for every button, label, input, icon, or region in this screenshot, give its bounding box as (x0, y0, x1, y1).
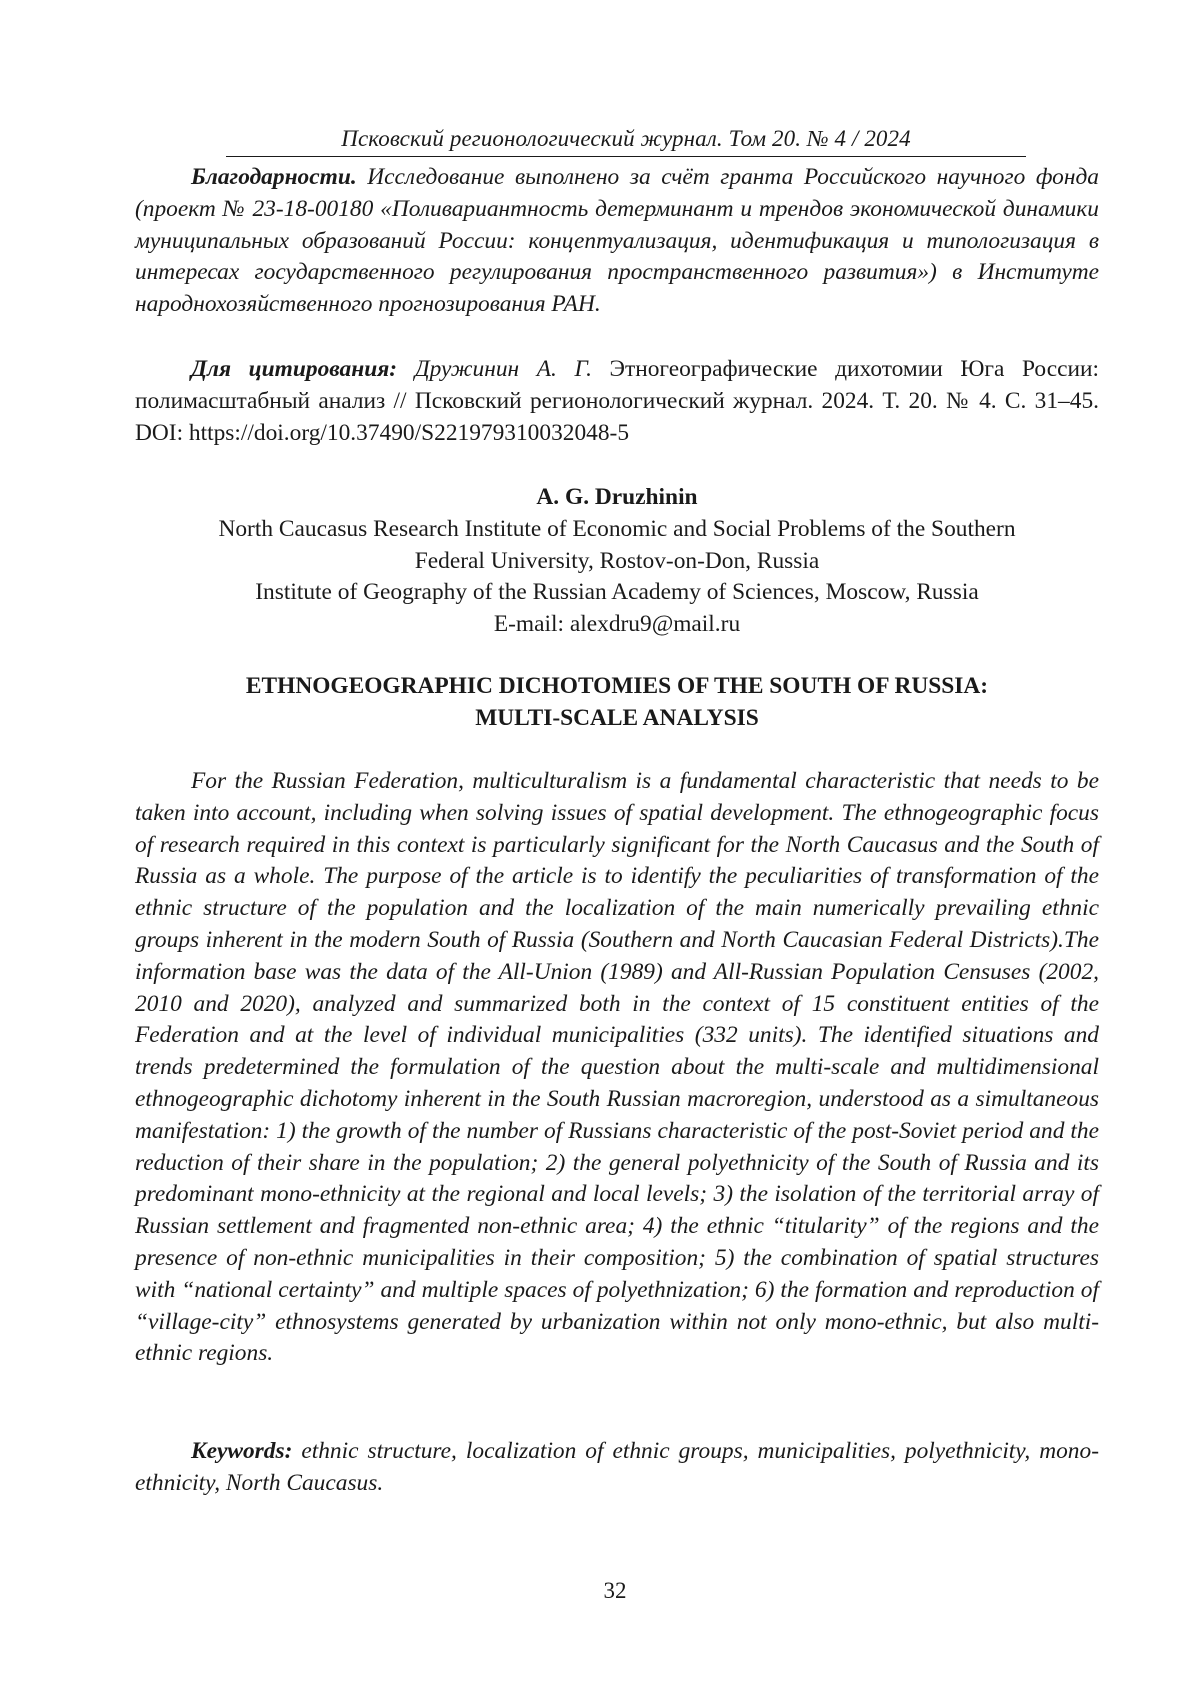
citation-text: Этногеографические дихотомии Юга России: полимасштабный анализ // Псковский регионологический журнал. 2024. Т. 20. № 4. С. 31–45. DOI: https://doi.org/10.37490/S221979310032048-5 (135, 356, 1100, 446)
citation-authors: Дружинин А. Г. (397, 356, 592, 382)
affiliation-1-line-2: Federal University, Rostov-on-Don, Russia (414, 547, 820, 574)
keywords-paragraph (135, 1436, 1099, 1500)
keywords-text: ethnic structure, localization of ethnic groups, municipalities, polyethnicity, mono-ethnicity, North Caucasus. (135, 1438, 1099, 1496)
author-email: E-mail: alexdru9@mail.ru (493, 611, 741, 638)
article-title-line-1: ETHNOGEOGRAPHIC DICHOTOMIES OF THE SOUTH OF RUSSIA: (245, 673, 989, 699)
acknowledgments-paragraph (135, 162, 1099, 321)
acknowledgments-text: Исследование выполнено за счёт гранта Российского научного фонда (проект № 23-18-00180 «Поливариантность детерминант и трендов экономической динамики муниципальных образований России: концептуализация, идентификация и типологизация в интересах государственного регулирования пространственного развития») в Институте народнохозяйственного прогнозирования РАН. (135, 164, 1099, 318)
keywords-label: Keywords: (191, 1438, 293, 1464)
citation-label: Для цитирования: (191, 356, 398, 382)
running-title: Псковский регионологический журнал. Том 20. № 4 / 2024 (341, 126, 911, 151)
author-block (135, 482, 1099, 641)
affiliation-1-line-1: North Caucasus Research Institute of Economic and Social Problems of the Southern (218, 515, 1016, 542)
citation-paragraph (135, 354, 1099, 449)
acknowledgments-label: Благодарности. (191, 164, 357, 190)
author-name: A. G. Druzhinin (536, 484, 698, 510)
page-number: 32 (603, 1578, 627, 1603)
article-title (135, 670, 1099, 734)
abstract-paragraph: For the Russian Federation, multiculturalism is a fundamental characteristic that needs to be taken into account, including when solving issues of spatial development. The ethnogeographic focus of research required in this context is particularly significant for the North Caucasus and the South of Russia as a whole. The purpose of the article is to identify the peculiarities of transformation of the ethnic structure of the population and the localization of the main numerically prevailing ethnic groups inherent in the modern South of Russia (Southern and North Caucasian Federal Districts).The information base was the data of the All-Union (1989) and All-Russian Population Censuses (2002, 2010 and 2020), analyzed and summarized both in the context of 15 constituent entities of the Federation and at the level of individual municipalities (332 units). The identified situations and trends predetermined the formulation of the question about the multi-scale and multidimensional ethnogeographic dichotomy inherent in the South Russian macroregion, understood as a simultaneous manifestation: 1) the growth of the number of Russians characteristic of the post-Soviet period and the reduction of their share in the population; 2) the general polyethnicity of the South of Russia and its predominant mono-ethnicity at the regional and local levels; 3) the isolation of the territorial array of Russian settlement and fragmented non-ethnic area; 4) the ethnic “titularity” of the regions and the presence of non-ethnic municipalities in their composition; 5) the combination of spatial structures with “national certainty” and multiple spaces of polyethnization; 6) the formation and reproduction of “village-city” ethnosystems generated by urbanization within not only mono-ethnic, but also multi-ethnic regions. (135, 768, 1099, 1367)
header-rule (226, 156, 1026, 157)
article-title-line-2: MULTI-SCALE ANALYSIS (475, 705, 759, 731)
affiliation-2: Institute of Geography of the Russian Academy of Sciences, Moscow, Russia (255, 579, 979, 606)
